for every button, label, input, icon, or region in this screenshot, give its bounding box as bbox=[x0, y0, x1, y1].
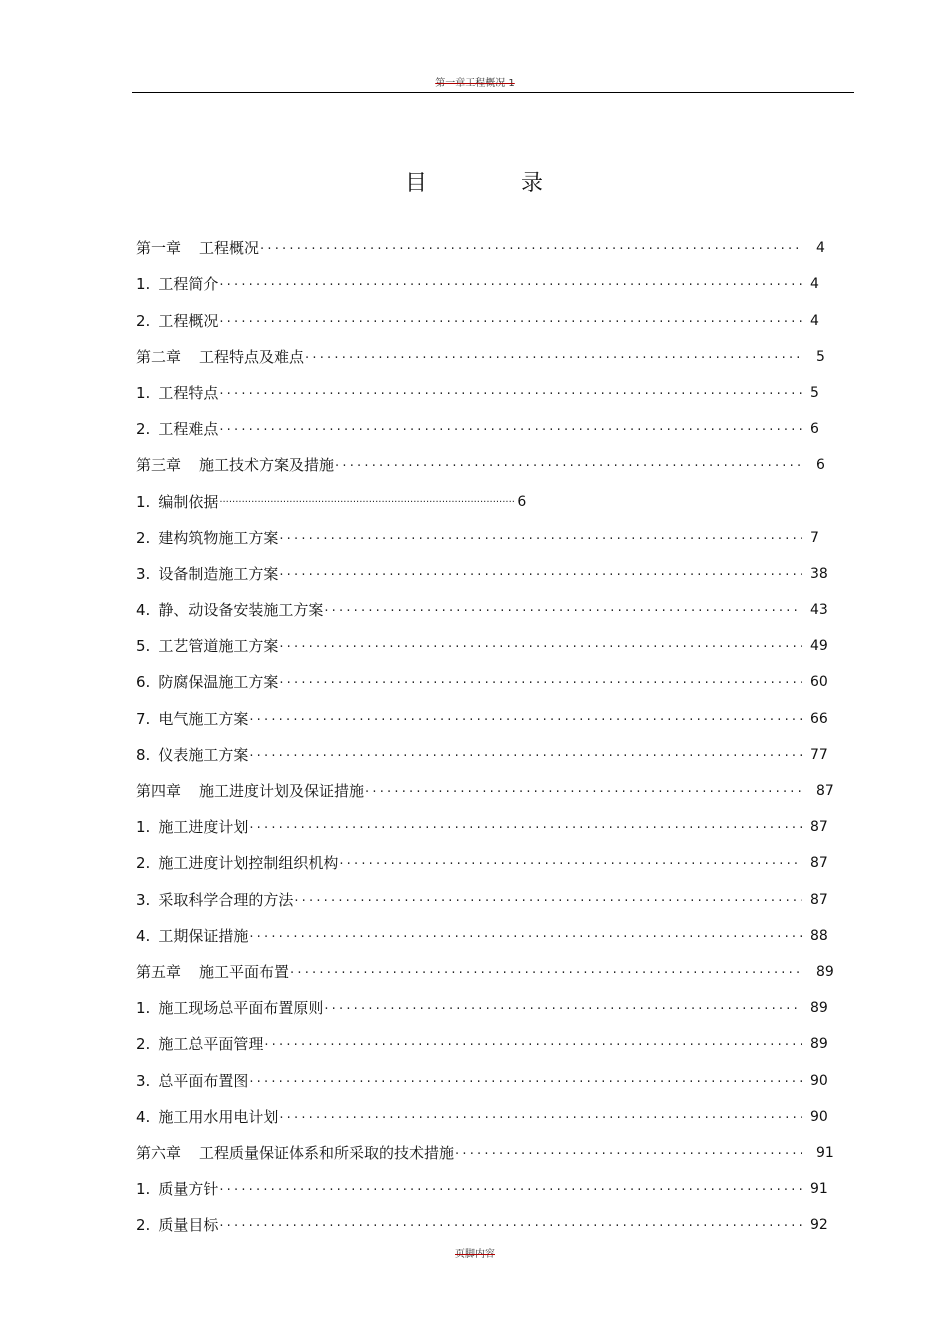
toc-page-number: 38 bbox=[810, 565, 828, 582]
header-text: 第一章工程概况 1 bbox=[435, 78, 515, 89]
toc-entry-title: 总平面布置图 bbox=[158, 1071, 249, 1090]
toc-entry-title: 质量方针 bbox=[158, 1180, 219, 1199]
table-of-contents bbox=[136, 222, 836, 1235]
toc-entry-text bbox=[136, 419, 218, 439]
toc-dot-leader bbox=[219, 1213, 802, 1235]
toc-entry-text bbox=[136, 1179, 218, 1199]
toc-section-entry[interactable] bbox=[136, 656, 836, 692]
toc-entry-number: 2. bbox=[136, 311, 151, 330]
toc-section-entry[interactable] bbox=[136, 258, 836, 294]
toc-dot-leader bbox=[249, 924, 802, 946]
toc-entry-number: 2. bbox=[136, 1035, 151, 1054]
toc-page-number: 7 bbox=[810, 529, 819, 546]
toc-entry-number: 第六章 bbox=[136, 1143, 182, 1162]
toc-dot-leader bbox=[249, 1069, 802, 1091]
toc-entry-number: 2. bbox=[136, 528, 151, 547]
toc-entry-title: 质量目标 bbox=[158, 1216, 219, 1235]
toc-entry-title: 工程难点 bbox=[158, 420, 219, 439]
toc-dot-leader bbox=[219, 309, 802, 331]
toc-entry-number: 2. bbox=[136, 1216, 151, 1235]
toc-page-number: 66 bbox=[810, 710, 828, 727]
toc-dot-leader bbox=[219, 417, 802, 439]
toc-dot-leader bbox=[219, 1177, 802, 1199]
toc-entry-number: 6. bbox=[136, 673, 151, 692]
toc-entry-number: 第三章 bbox=[136, 456, 182, 475]
toc-page-number: 4 bbox=[810, 312, 819, 329]
toc-entry-title: 施工进度计划控制组织机构 bbox=[158, 854, 339, 873]
toc-title-right: 录 bbox=[521, 171, 546, 196]
toc-entry-text bbox=[136, 890, 293, 910]
toc-page-number: 89 bbox=[816, 963, 834, 980]
toc-section-entry[interactable] bbox=[136, 873, 836, 909]
toc-entry-title: 施工平面布置 bbox=[199, 962, 290, 981]
toc-entry-text bbox=[136, 853, 338, 873]
toc-page-number: 87 bbox=[810, 891, 828, 908]
toc-dot-leader bbox=[324, 598, 802, 620]
toc-section-entry[interactable] bbox=[136, 294, 836, 330]
toc-dot-leader bbox=[279, 1105, 802, 1127]
toc-page-number: 5 bbox=[810, 384, 819, 401]
toc-entry-text bbox=[136, 274, 218, 294]
toc-section-entry[interactable] bbox=[136, 1018, 836, 1054]
toc-entry-text bbox=[136, 817, 248, 837]
toc-entry-title: 防腐保温施工方案 bbox=[158, 673, 279, 692]
toc-entry-title: 工期保证措施 bbox=[158, 926, 249, 945]
toc-dot-leader bbox=[305, 345, 802, 367]
toc-section-entry[interactable] bbox=[136, 910, 836, 946]
toc-page-number: 77 bbox=[810, 746, 828, 763]
toc-entry-text bbox=[136, 745, 248, 765]
toc-chapter-entry[interactable] bbox=[136, 439, 836, 475]
header-rule bbox=[132, 92, 854, 93]
toc-section-entry[interactable] bbox=[136, 367, 836, 403]
toc-entry-title: 工程特点 bbox=[158, 383, 219, 402]
toc-entry-text bbox=[136, 347, 304, 367]
toc-entry-number: 4. bbox=[136, 926, 151, 945]
page-footer bbox=[0, 1245, 950, 1260]
toc-page-number: 4 bbox=[810, 276, 819, 293]
toc-dot-leader bbox=[279, 526, 802, 548]
toc-entry-text bbox=[136, 1107, 278, 1127]
toc-entry-number: 1. bbox=[136, 383, 151, 402]
toc-entry-title: 采取科学合理的方法 bbox=[158, 890, 294, 909]
toc-entry-number: 1. bbox=[136, 999, 151, 1018]
toc-entry-title: 工程概况 bbox=[199, 239, 260, 258]
toc-entry-text bbox=[136, 672, 278, 692]
toc-entry-number: 1. bbox=[136, 1180, 151, 1199]
toc-entry-text bbox=[136, 781, 364, 801]
toc-entry-text bbox=[136, 528, 278, 548]
toc-entry-title: 电气施工方案 bbox=[158, 709, 249, 728]
toc-chapter-entry[interactable] bbox=[136, 331, 836, 367]
toc-dot-leader bbox=[249, 743, 802, 765]
toc-entry-text bbox=[136, 383, 218, 403]
toc-section-entry[interactable] bbox=[136, 837, 836, 873]
toc-entry-title: 施工进度计划 bbox=[158, 818, 249, 837]
toc-entry-title: 建构筑物施工方案 bbox=[158, 528, 279, 547]
toc-entry-title: 施工技术方案及措施 bbox=[199, 456, 335, 475]
toc-entry-title: 施工用水用电计划 bbox=[158, 1107, 279, 1126]
toc-entry-title: 工程概况 bbox=[158, 311, 219, 330]
toc-page-number: 87 bbox=[810, 855, 828, 872]
toc-entry-number: 4. bbox=[136, 1107, 151, 1126]
toc-dot-leader bbox=[279, 562, 802, 584]
toc-section-entry[interactable] bbox=[136, 1091, 836, 1127]
toc-entry-text bbox=[136, 564, 278, 584]
toc-entry-text bbox=[136, 709, 248, 729]
toc-dot-leader bbox=[290, 960, 802, 982]
toc-dot-leader bbox=[324, 996, 802, 1018]
toc-page-number: 91 bbox=[816, 1144, 834, 1161]
toc-section-entry[interactable] bbox=[136, 620, 836, 656]
toc-page-number: 87 bbox=[816, 783, 834, 799]
toc-dot-leader bbox=[219, 272, 802, 294]
toc-entry-number: 第二章 bbox=[136, 347, 182, 366]
toc-dot-leader bbox=[264, 1032, 802, 1054]
toc-entry-title: 工艺管道施工方案 bbox=[158, 637, 279, 656]
toc-entry-text bbox=[136, 998, 323, 1018]
toc-page-number: 6 bbox=[816, 457, 825, 474]
toc-entry-title: 工程简介 bbox=[158, 275, 219, 294]
toc-page-number: 88 bbox=[810, 927, 828, 944]
toc-page-number: 87 bbox=[810, 819, 828, 836]
toc-entry-number: 第一章 bbox=[136, 239, 182, 258]
toc-chapter-entry[interactable] bbox=[136, 765, 836, 801]
page-header bbox=[0, 74, 950, 89]
toc-dot-leader bbox=[279, 670, 802, 692]
toc-entry-number: 3. bbox=[136, 890, 151, 909]
toc-entry-text bbox=[136, 492, 218, 512]
toc-section-entry[interactable] bbox=[136, 1199, 836, 1235]
toc-dot-leader bbox=[279, 634, 802, 656]
toc-page-number: 6 bbox=[810, 421, 819, 438]
toc-entry-number: 5. bbox=[136, 637, 151, 656]
toc-entry-number: 3. bbox=[136, 564, 151, 583]
toc-entry-text bbox=[136, 311, 218, 331]
toc-entry-title: 施工进度计划及保证措施 bbox=[199, 782, 365, 800]
toc-entry-number: 3. bbox=[136, 1071, 151, 1090]
toc-entry-text bbox=[136, 1215, 218, 1235]
toc-title-left: 目 bbox=[404, 171, 429, 196]
toc-entry-title: 施工现场总平面布置原则 bbox=[158, 999, 324, 1018]
toc-entry-text bbox=[136, 600, 323, 620]
toc-entry-number: 8. bbox=[136, 745, 151, 764]
toc-entry-title: 编制依据 bbox=[158, 492, 219, 511]
toc-dot-leader bbox=[219, 490, 515, 512]
toc-entry-title: 工程质量保证体系和所采取的技术措施 bbox=[199, 1143, 455, 1162]
toc-entry-number: 2. bbox=[136, 420, 151, 439]
toc-section-entry[interactable] bbox=[136, 1054, 836, 1090]
toc-dot-leader bbox=[219, 381, 802, 403]
toc-section-entry[interactable] bbox=[136, 1163, 836, 1199]
toc-dot-leader bbox=[339, 851, 802, 873]
toc-entry-text bbox=[136, 636, 278, 656]
toc-page-number: 92 bbox=[810, 1217, 828, 1234]
toc-dot-leader bbox=[294, 888, 802, 910]
toc-entry-text bbox=[136, 962, 289, 982]
toc-section-entry[interactable] bbox=[136, 801, 836, 837]
toc-page-number: 6 bbox=[517, 493, 527, 510]
toc-entry-text bbox=[136, 926, 248, 946]
toc-entry-number: 1. bbox=[136, 275, 151, 294]
toc-dot-leader bbox=[455, 1141, 802, 1163]
footer-text: 页脚内容 bbox=[455, 1249, 495, 1260]
toc-page-number: 90 bbox=[810, 1108, 828, 1125]
toc-page-number: 49 bbox=[810, 638, 828, 655]
toc-entry-title: 设备制造施工方案 bbox=[158, 564, 279, 583]
toc-section-entry[interactable] bbox=[136, 692, 836, 728]
toc-section-entry[interactable] bbox=[136, 548, 836, 584]
toc-entry-number: 1. bbox=[136, 492, 151, 511]
toc-section-entry[interactable] bbox=[136, 729, 836, 765]
toc-entry-number: 2. bbox=[136, 854, 151, 873]
toc-page-number: 91 bbox=[810, 1181, 828, 1198]
toc-page-number: 4 bbox=[816, 240, 825, 257]
toc-section-entry[interactable] bbox=[136, 512, 836, 548]
toc-entry-number: 4. bbox=[136, 601, 151, 620]
toc-page-number: 5 bbox=[816, 348, 825, 365]
toc-entry-number: 7. bbox=[136, 709, 151, 728]
toc-entry-text bbox=[136, 455, 334, 475]
toc-entry-title: 工程特点及难点 bbox=[199, 347, 305, 366]
toc-page-number: 90 bbox=[810, 1072, 828, 1089]
toc-page-number: 89 bbox=[810, 1000, 828, 1017]
toc-entry-title: 施工总平面管理 bbox=[158, 1035, 264, 1054]
toc-section-entry[interactable] bbox=[136, 403, 836, 439]
toc-page-number: 60 bbox=[810, 674, 828, 691]
toc-entry-text bbox=[136, 1034, 263, 1054]
toc-page-number: 43 bbox=[810, 602, 828, 619]
toc-entry-text bbox=[136, 238, 259, 258]
toc-chapter-entry[interactable] bbox=[136, 946, 836, 982]
toc-entry-text bbox=[136, 1071, 248, 1091]
toc-section-entry[interactable] bbox=[136, 584, 836, 620]
toc-chapter-entry[interactable] bbox=[136, 1127, 836, 1163]
toc-dot-leader bbox=[260, 236, 802, 258]
toc-dot-leader bbox=[365, 779, 802, 801]
toc-entry-title: 仪表施工方案 bbox=[158, 745, 249, 764]
toc-entry-number: 第五章 bbox=[136, 962, 182, 981]
toc-title bbox=[0, 166, 950, 197]
toc-entry-title: 静、动设备安装施工方案 bbox=[158, 601, 324, 620]
toc-entry-number: 第四章 bbox=[136, 782, 182, 800]
toc-dot-leader bbox=[249, 815, 802, 837]
toc-section-entry[interactable] bbox=[136, 982, 836, 1018]
toc-dot-leader bbox=[335, 453, 802, 475]
toc-chapter-entry[interactable] bbox=[136, 222, 836, 258]
toc-section-entry[interactable] bbox=[136, 475, 836, 511]
toc-page-number: 89 bbox=[810, 1036, 828, 1053]
toc-entry-text bbox=[136, 1143, 454, 1163]
toc-dot-leader bbox=[249, 707, 802, 729]
toc-entry-number: 1. bbox=[136, 818, 151, 837]
